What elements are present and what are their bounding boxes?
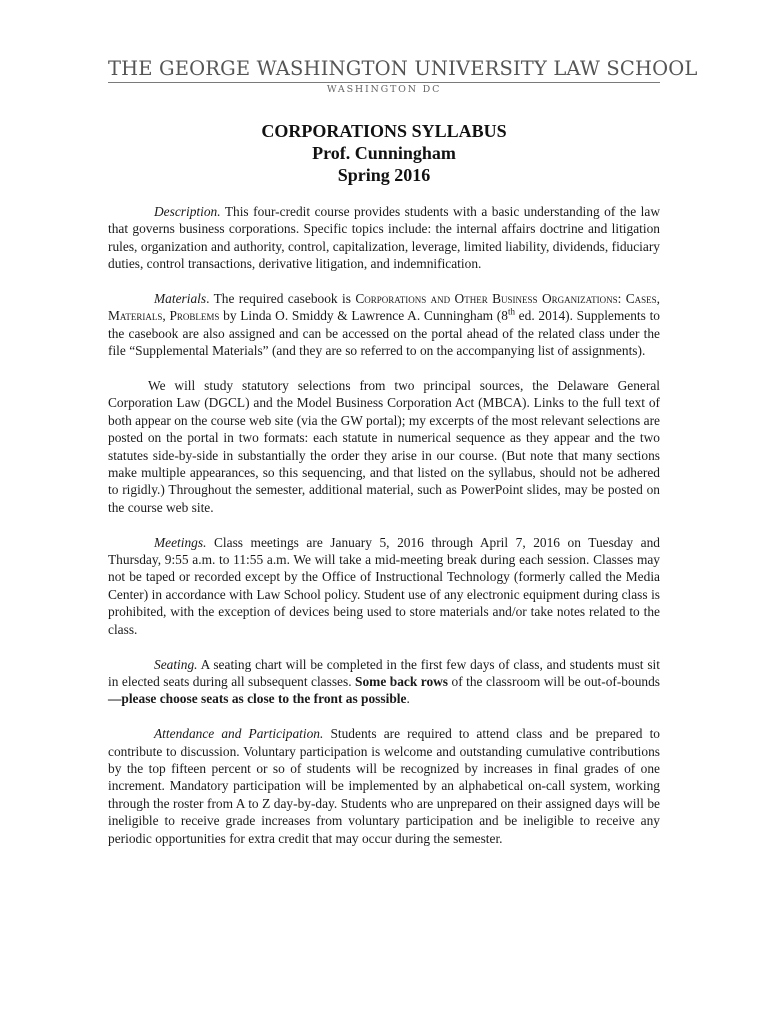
meetings-text: Class meetings are January 5, 2016 through April 7, 2016 on Tuesday and Thursday, 9:55 a.m. to 11:55 a.m. We will take a mid-meeting break during each session. Classes may not be taped or recorded except by the Office of Instructional Technology (formerly called the Media Center) in accordance with Law School policy. Student use of any electronic equipment during class is prohibited, with the exception of devices being used to store materials and/or take notes related to the class. [108, 534, 660, 637]
materials-paragraph [108, 290, 660, 360]
edition-superscript: th [507, 306, 515, 317]
seating-paragraph [108, 656, 660, 708]
meetings-label: Meetings. [154, 534, 207, 550]
seating-bold-back-rows: Some back rows [355, 673, 449, 689]
attendance-paragraph [108, 725, 660, 847]
seating-text-2: of the classroom will be out-of-bounds [448, 673, 660, 689]
attendance-label: Attendance and Participation. [154, 726, 324, 742]
statutes-paragraph [108, 377, 660, 516]
title-course: CORPORATIONS SYLLABUS [261, 121, 507, 141]
meetings-paragraph [108, 534, 660, 638]
statutes-text: We will study statutory selections from two principal sources, the Delaware General Corporation Law (DGCL) and the Model Business Corporation Act (MBCA). Links to the full text of both appear on the course web site (via the GW portal); my excerpts of the most relevant selections are posted on the portal in two formats: each statute in numerical sequence as they appear and the two statutes side-by-side in substantially the order they arise in our course. (But note that many sections make multiple appearances, so this sequencing, and that listed on the syllabus, should not be adhered to rigidly.) Throughout the semester, additional material, such as PowerPoint slides, may be posted on the course web site. [108, 378, 660, 515]
seating-bold-front: —please choose seats as close to the front as possible [108, 691, 407, 707]
title-professor: Prof. Cunningham [312, 143, 456, 163]
title-term: Spring 2016 [337, 165, 431, 185]
seating-text-3: . [406, 691, 410, 707]
description-paragraph [108, 203, 660, 273]
letterhead-school-name: THE GEORGE WASHINGTON UNIVERSITY LAW SCHOOL [108, 57, 698, 80]
description-text: This four-credit course provides students with a basic understanding of the law that governs business corporations. Specific topics include: the internal affairs doctrine and litigation rules, organization and authority, control, capitalization, leverage, limited liability, dividends, fiduciary duties, control transactions, derivative litigation, and indemnification. [108, 204, 660, 272]
materials-text-before: . The required casebook is [206, 291, 356, 307]
materials-text-after: ed. 2014). Supplements to the casebook are also assigned and can be accessed on the portal ahead of the related class under the file “Supplemental Materials” (and they are so referred to on the accompanying list of assignments). [108, 308, 660, 359]
seating-text-1: A seating chart will be completed in the first few days of class, and students must sit in elected seats during all subsequent classes. [108, 656, 660, 689]
letterhead-city: WASHINGTON DC [326, 84, 442, 95]
seating-label: Seating. [154, 656, 198, 672]
casebook-title: Corporations and Other Business Organizations: Cases, Materials, Problems [108, 291, 661, 324]
materials-label: Materials [154, 291, 207, 307]
letterhead-rule [108, 82, 660, 83]
letterhead [108, 57, 698, 96]
materials-text-by: by Linda O. Smiddy & Lawrence A. Cunningham (8 [219, 308, 508, 324]
document-title [108, 120, 660, 186]
description-label: Description. [154, 204, 221, 219]
attendance-text: Students are required to attend class and be prepared to contribute to discussion. Voluntary participation is welcome and outstanding cumulative contributions by the top fifteen percent or so of students will be recognized by increases in final grades of one increment. Mandatory participation will be implemented by an alphabetical on-call system, working through the roster from A to Z day-by-day. Students who are unprepared on their assigned days will be ineligible to receive grade increases from voluntary participation and be ineligible to receive any periodic opportunities for extra credit that may occur during the semester. [108, 726, 660, 846]
syllabus-body [108, 203, 660, 864]
